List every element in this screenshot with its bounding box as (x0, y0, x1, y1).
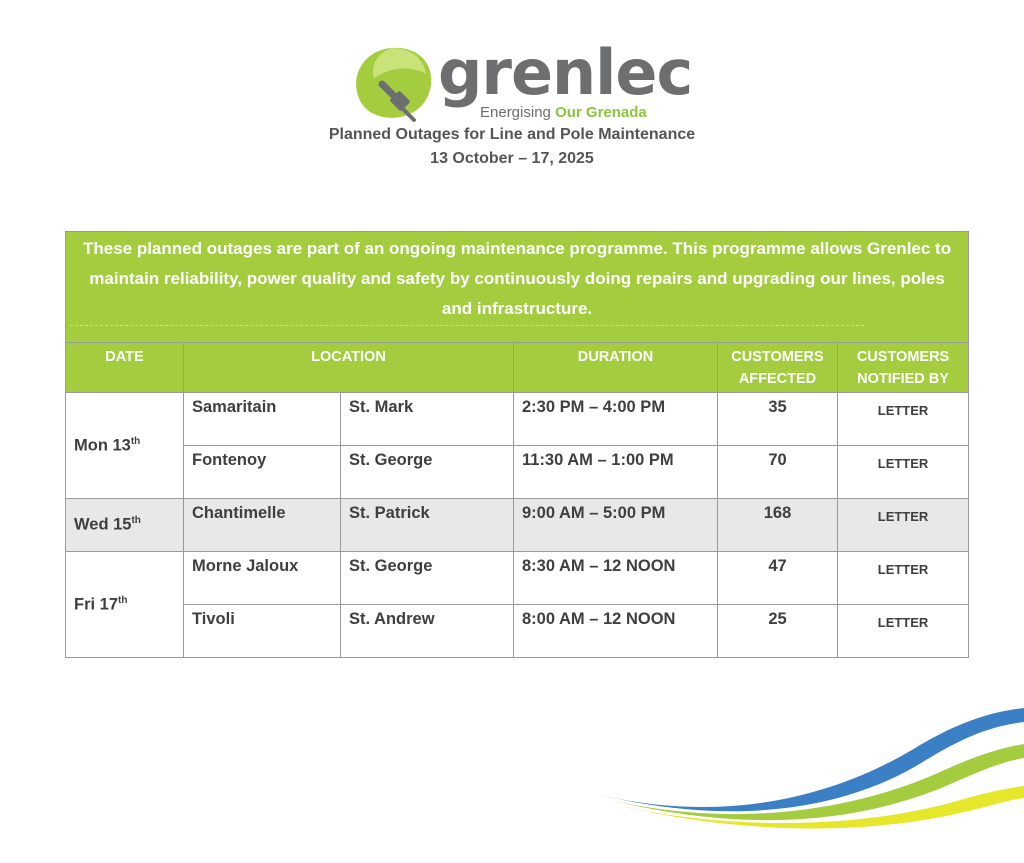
affected-cell: 25 (718, 605, 838, 658)
day-label: Mon 13 (74, 436, 131, 455)
affected-cell: 47 (718, 552, 838, 605)
area-cell: Samaritain (184, 393, 341, 446)
header-customers-affected: CUSTOMERS AFFECTED (718, 343, 838, 393)
date-cell (66, 393, 184, 499)
decorative-swoosh (590, 700, 1024, 830)
parish-cell: St. George (341, 446, 514, 499)
document-title: Planned Outages for Line and Pole Maintenance (328, 126, 696, 143)
tagline-highlight: Our Grenada (555, 104, 647, 121)
notified-cell: LETTER (838, 393, 969, 446)
header-row (66, 343, 969, 393)
notice-divider (70, 325, 864, 326)
table-row (66, 605, 969, 658)
notified-cell: LETTER (838, 552, 969, 605)
notified-cell: LETTER (838, 605, 969, 658)
header-location: LOCATION (184, 343, 514, 393)
notified-cell: LETTER (838, 499, 969, 552)
duration-cell: 2:30 PM – 4:00 PM (514, 393, 718, 446)
table-row (66, 552, 969, 605)
area-cell: Fontenoy (184, 446, 341, 499)
header-duration: DURATION (514, 343, 718, 393)
parish-cell: St. Patrick (341, 499, 514, 552)
duration-cell: 8:00 AM – 12 NOON (514, 605, 718, 658)
document-dates: 13 October – 17, 2025 (430, 150, 594, 167)
day-suffix: th (118, 594, 128, 606)
area-cell: Tivoli (184, 605, 341, 658)
grenlec-logo (352, 36, 693, 124)
area-cell: Chantimelle (184, 499, 341, 552)
day-suffix: th (130, 435, 141, 447)
date-cell (66, 552, 184, 658)
leaf-plug-icon (352, 44, 436, 124)
day-suffix: th (131, 515, 141, 527)
header-date: DATE (66, 343, 184, 393)
table-row (66, 393, 969, 446)
date-cell (66, 499, 184, 552)
outage-table (65, 231, 969, 658)
affected-cell: 70 (718, 446, 838, 499)
notice-banner (66, 232, 969, 343)
notice-text: These planned outages are part of an ongoing maintenance programme. This programme allows Grenlec to maintain reliability, power quality and safety by continuously doing repairs and upgrading our lines, poles and infrastructure. (82, 239, 952, 318)
day-label: Wed 15 (74, 515, 132, 534)
day-label: Fri 17 (74, 595, 119, 614)
brand-name: grenlec (438, 36, 693, 109)
brand-tagline (480, 104, 647, 121)
notified-cell: LETTER (838, 446, 969, 499)
header-customers-notified: CUSTOMERS NOTIFIED BY (838, 343, 969, 393)
duration-cell: 9:00 AM – 5:00 PM (514, 499, 718, 552)
tagline-prefix: Energising (480, 104, 551, 121)
area-cell: Morne Jaloux (184, 552, 341, 605)
table-row (66, 446, 969, 499)
table-row (66, 499, 969, 552)
affected-cell: 35 (718, 393, 838, 446)
duration-cell: 11:30 AM – 1:00 PM (514, 446, 718, 499)
parish-cell: St. George (341, 552, 514, 605)
parish-cell: St. Andrew (341, 605, 514, 658)
duration-cell: 8:30 AM – 12 NOON (514, 552, 718, 605)
parish-cell: St. Mark (341, 393, 514, 446)
affected-cell: 168 (718, 499, 838, 552)
